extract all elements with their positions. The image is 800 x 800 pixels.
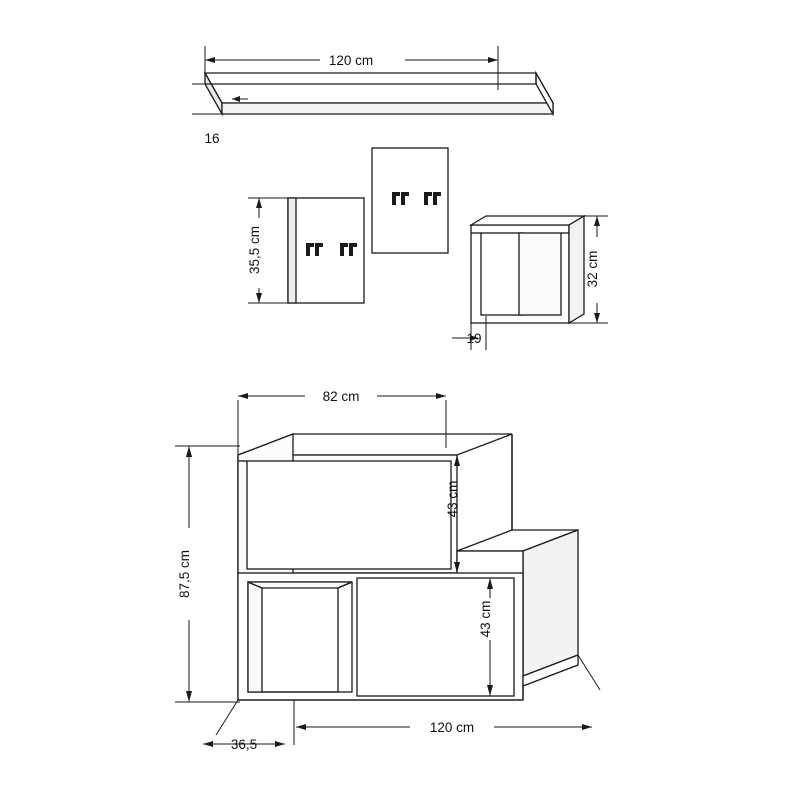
dim-text-hook-panel-height: 35,5 cm xyxy=(247,225,262,275)
wall-shelf-drawing xyxy=(205,73,553,114)
coat-hook-panel-left xyxy=(288,198,364,303)
dim-text-bench-depth: 36,5 xyxy=(230,737,258,752)
dim-text-cabinet-height: 32 cm xyxy=(585,250,600,288)
coat-hook-panel-right xyxy=(372,148,448,253)
wall-cabinet-drawing xyxy=(471,216,584,323)
dim-text-shelf-thickness: 16 xyxy=(204,131,220,146)
dim-text-cabinet-depth: 19 xyxy=(466,331,482,346)
shoe-cabinet-drawing xyxy=(238,434,578,700)
dim-text-upper-door-height: 43 cm xyxy=(445,480,460,518)
dim-text-lower-door-height: 43 cm xyxy=(478,600,493,638)
dim-text-bench-total-height: 87,5 cm xyxy=(177,549,192,599)
dim-text-bench-top-width: 82 cm xyxy=(322,389,360,404)
dim-text-bench-total-width: 120 cm xyxy=(429,720,475,735)
dim-text-shelf-width: 120 cm xyxy=(328,53,374,68)
